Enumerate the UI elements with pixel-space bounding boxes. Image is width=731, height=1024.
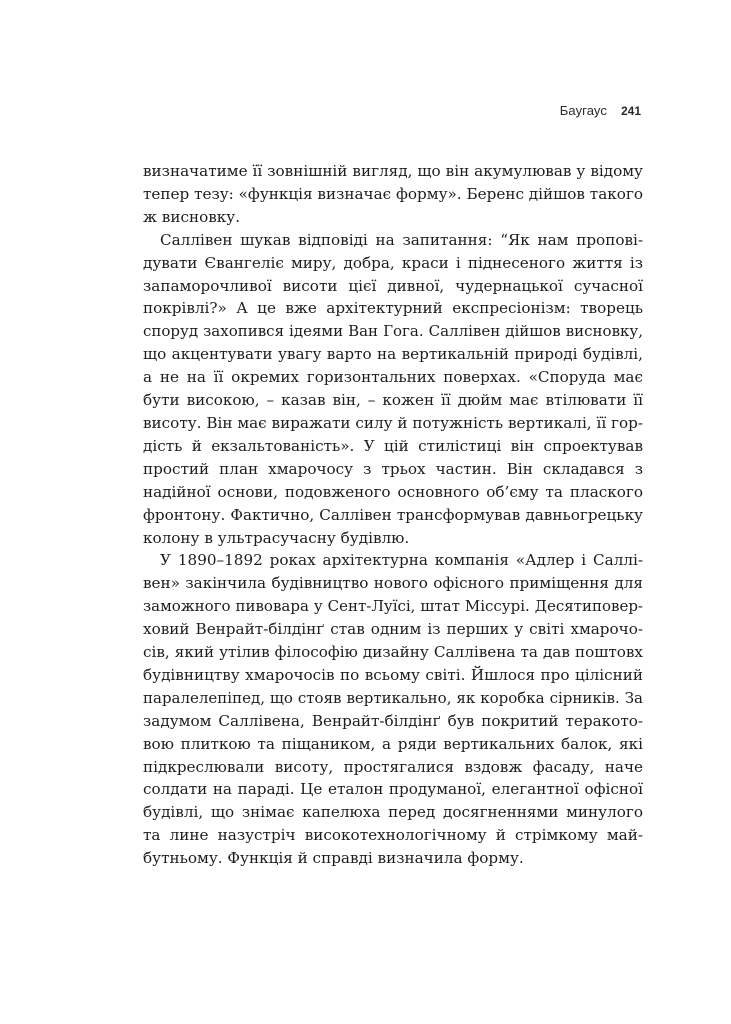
text-line: фронтону. Фактично, Саллівен трансформував давньогрецьку [143, 505, 643, 524]
text-line: визначатиме її зовнішній вигляд, що він акумулював у відому [143, 162, 643, 180]
text-line: ховий Венрайт-білдінґ став одним із перших у світі хмарочо- [143, 620, 643, 639]
text-line: заможного пивовара у Сент-Луїсі, штат Міссурі. Десятиповер- [143, 597, 643, 616]
text-line: надійної основи, подовженого основного об’єму та плаского [143, 482, 643, 501]
text-line: Саллівен шукав відповіді на запитання: “Як нам пропові- [160, 230, 643, 249]
text-line: покрівлі?» А це вже архітектурний експресіонізм: творець [143, 299, 643, 318]
text-line: задумом Саллівена, Венрайт-білдінґ був покритий теракото- [143, 711, 643, 730]
text-line: будівництву хмарочосів по всьому світі. Йшлося про цілісний [143, 665, 643, 684]
text-line: бути високою, – казав він, – кожен її дюйм має втілювати її [143, 391, 643, 410]
text-line: паралелепіпед, що стояв вертикально, як коробка сірників. За [143, 688, 643, 707]
text-line: колону в ультрасучасну будівлю. [143, 528, 410, 547]
text-line: та лине назустріч високотехнологічному й стрімкому май- [143, 826, 643, 845]
running-header [560, 103, 641, 118]
text-line: підкреслювали висоту, простягалися вздовж фасаду, наче [143, 757, 643, 776]
text-line: простий план хмарочосу з трьох частин. Він складався з [143, 459, 643, 478]
text-line: бутньому. Функція й справді визначила форму. [143, 849, 524, 868]
text-line: У 1890–1892 роках архітектурна компанія «Адлер і Саллі- [160, 551, 643, 570]
text-line: вою плиткою та піщаником, а ряди вертикальних балок, які [143, 734, 643, 753]
text-line: ж висновку. [143, 207, 241, 226]
text-line: а не на її окремих горизонтальних поверхах. «Споруда має [143, 368, 643, 387]
text-line: будівлі, що знімає капелюха перед досягненнями минулого [143, 803, 643, 822]
page-number: 241 [620, 104, 641, 118]
text-line: запаморочливої висоти цієї дивної, чудернацької сучасної [143, 276, 643, 295]
text-line: висоту. Він має виражати силу й потужність вертикалі, її гор- [143, 413, 643, 432]
body-text [143, 160, 643, 870]
text-line: дість й екзальтованість». У цій стилістиці він спроектував [143, 436, 643, 455]
running-title: Баугаус [559, 103, 607, 118]
text-line: солдати на параді. Це еталон продуманої, елегантної офісної [143, 780, 643, 799]
text-line: що акцентувати увагу варто на вертикальній природі будівлі, [143, 345, 643, 364]
text-line: тепер тезу: «функція визначає форму». Беренс дійшов такого [143, 184, 643, 203]
text-line: споруд захопився ідеями Ван Гога. Саллівен дійшов висновку, [143, 322, 643, 341]
text-line: дувати Євангеліє миру, добра, краси і піднесеного життя із [143, 253, 643, 272]
text-line: вен» закінчила будівництво нового офісного приміщення для [143, 574, 643, 593]
text-line: сів, який утілив філософію дизайну Саллівена та дав поштовх [143, 643, 643, 662]
